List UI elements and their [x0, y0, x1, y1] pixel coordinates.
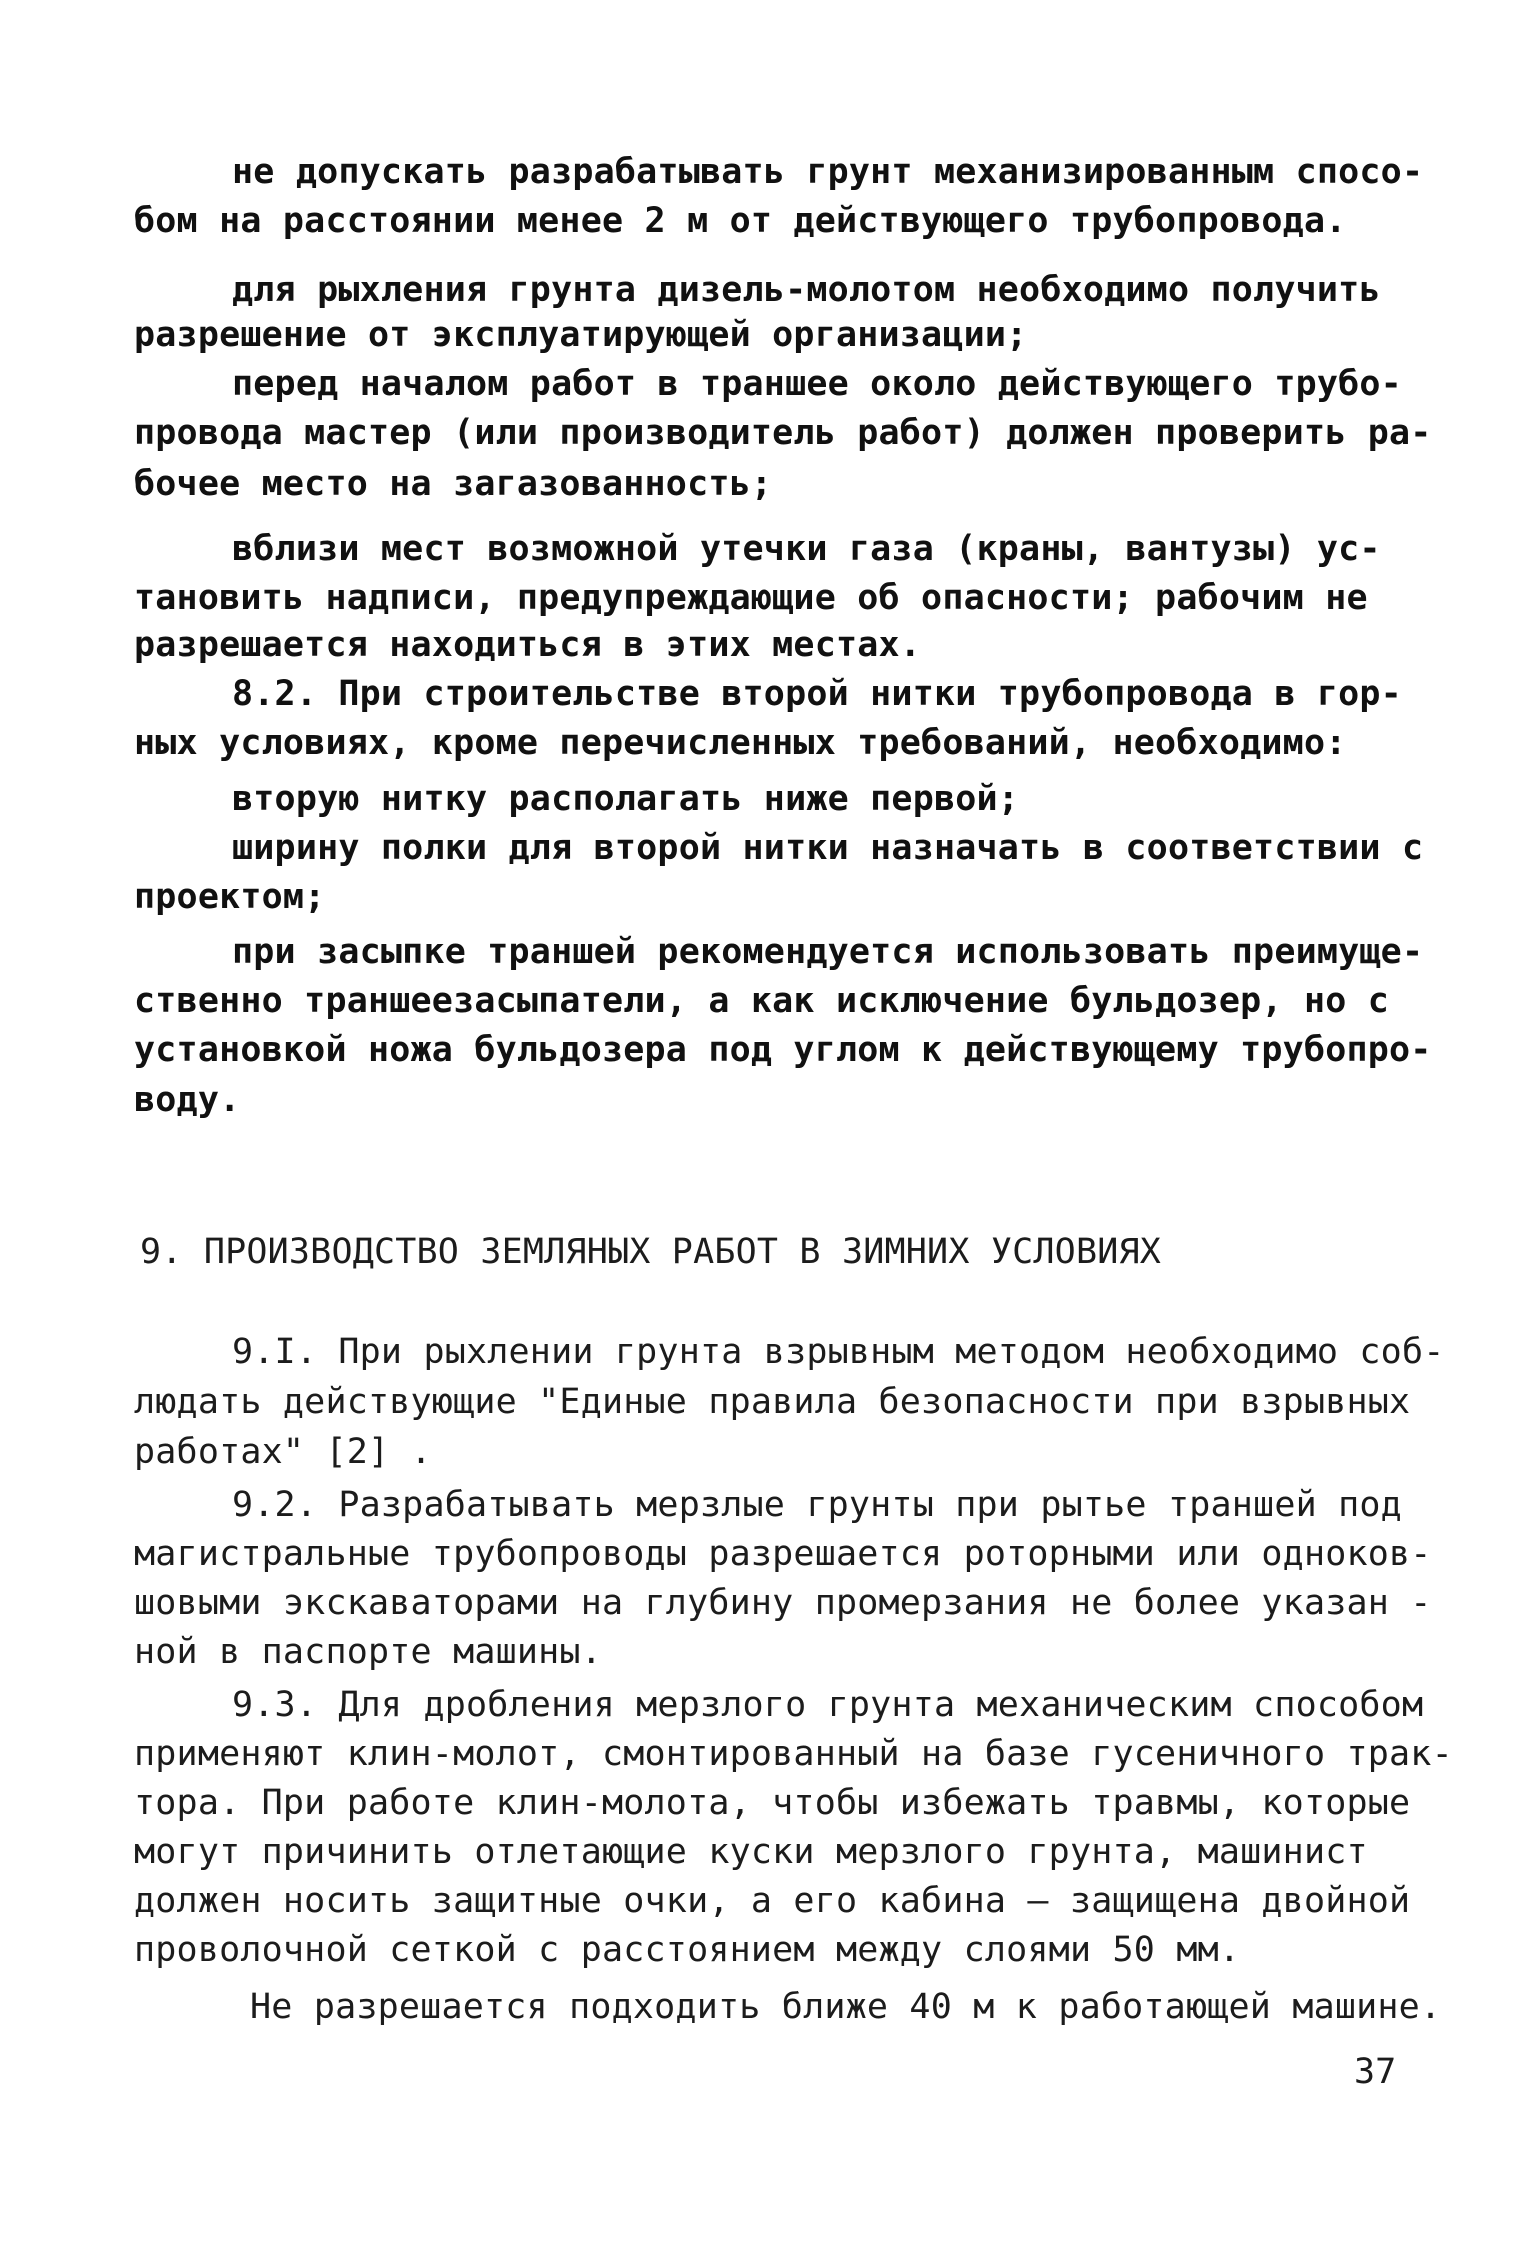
text-line: 9.2. Разрабатывать мерзлые грунты при рытье траншей под: [232, 1485, 1402, 1525]
text-line: 8.2. При строительстве второй нитки трубопровода в гор-: [232, 674, 1402, 714]
text-line: бом на расстоянии менее 2 м от действующего трубопровода.: [134, 201, 1347, 241]
text-line: шовыми экскаваторами на глубину промерзания не более указан -: [134, 1583, 1432, 1623]
text-line: вблизи мест возможной утечки газа (краны, вантузы) ус-: [232, 529, 1381, 569]
text-line: проектом;: [134, 877, 326, 917]
text-line: провода мастер (или производитель работ) должен проверить ра-: [134, 413, 1432, 453]
text-line: должен носить защитные очки, а его кабина – защищена двойной: [134, 1881, 1411, 1921]
text-line: магистральные трубопроводы разрешается роторными или одноков-: [134, 1534, 1432, 1574]
text-line: тора. При работе клин-молота, чтобы избежать травмы, которые: [134, 1783, 1411, 1823]
text-line: вторую нитку располагать ниже первой;: [232, 779, 1020, 819]
text-line: бочее место на загазованность;: [134, 464, 773, 504]
text-line: при засыпке траншей рекомендуется использовать преимуще-: [232, 932, 1424, 972]
page-number: 37: [1354, 2052, 1397, 2092]
text-line: 9.I. При рыхлении грунта взрывным методом необходимо соб-: [232, 1332, 1445, 1372]
text-line: не допускать разрабатывать грунт механизированным спосо-: [232, 152, 1424, 192]
text-line: тановить надписи, предупреждающие об опасности; рабочим не: [134, 578, 1368, 618]
text-line: применяют клин-молот, смонтированный на базе гусеничного трак-: [134, 1734, 1453, 1774]
text-line: воду.: [134, 1080, 241, 1120]
text-line: перед началом работ в траншее около действующего трубо-: [232, 364, 1402, 404]
text-line: для рыхления грунта дизель-молотом необходимо получить: [232, 270, 1381, 310]
text-line: проволочной сеткой с расстоянием между слоями 50 мм.: [134, 1930, 1241, 1970]
text-line: Не разрешается подходить ближе 40 м к работающей машине.: [250, 1987, 1442, 2027]
text-line: разрешается находиться в этих местах.: [134, 625, 922, 665]
text-line: ных условиях, кроме перечисленных требований, необходимо:: [134, 723, 1347, 763]
text-line: разрешение от эксплуатирующей организации;: [134, 315, 1028, 355]
text-line: ширину полки для второй нитки назначать в соответствии с: [232, 828, 1424, 868]
section-heading: 9. ПРОИЗВОДСТВО ЗЕМЛЯНЫХ РАБОТ В ЗИМНИХ УСЛОВИЯХ: [140, 1232, 1162, 1272]
text-line: ственно траншеезасыпатели, а как исключение бульдозер, но с: [134, 981, 1390, 1021]
text-line: установкой ножа бульдозера под углом к действующему трубопро-: [134, 1030, 1432, 1070]
text-line: 9.3. Для дробления мерзлого грунта механическим способом: [232, 1685, 1424, 1725]
text-line: работах" [2] .: [134, 1432, 432, 1472]
text-line: могут причинить отлетающие куски мерзлого грунта, машинист: [134, 1832, 1368, 1872]
text-line: людать действующие "Единые правила безопасности при взрывных: [134, 1382, 1411, 1422]
text-line: ной в паспорте машины.: [134, 1632, 602, 1672]
